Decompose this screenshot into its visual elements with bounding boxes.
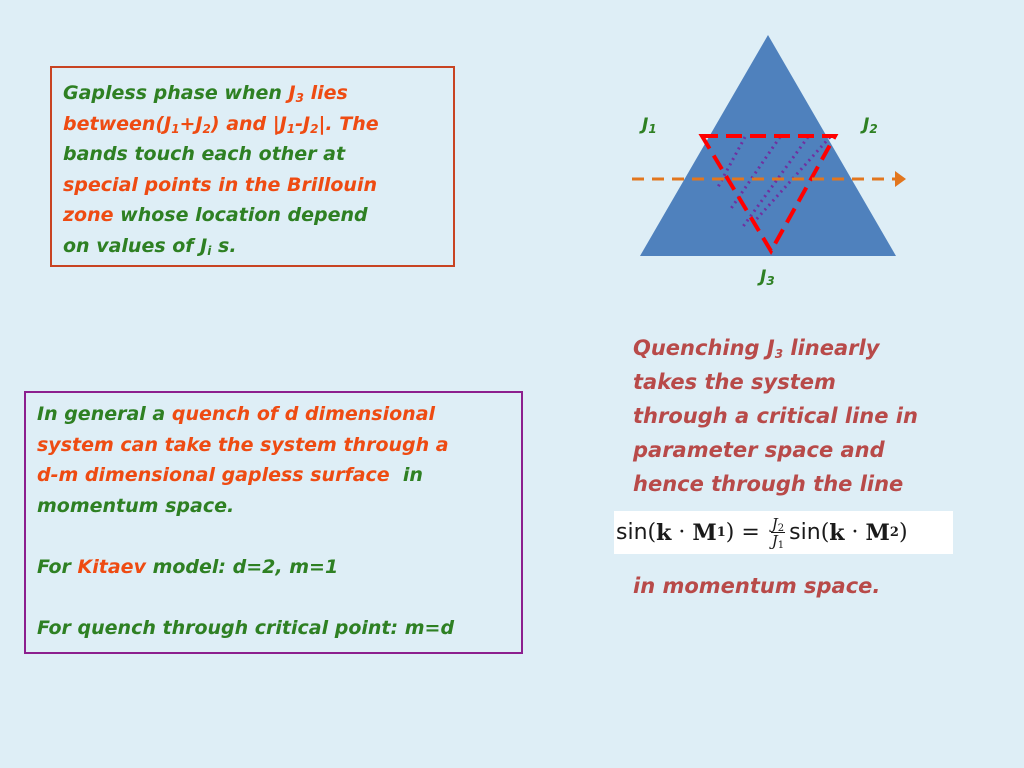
quench-line <box>633 331 918 365</box>
quench-arrow-head <box>895 171 906 187</box>
quench-segment: Quenching J <box>633 336 775 360</box>
formula-frac-num-sub: 2 <box>777 523 785 534</box>
box1-segment: lies <box>303 82 348 104</box>
formula-rhs-close: ) <box>898 520 908 545</box>
label-j3-text: J <box>760 267 767 287</box>
box2-segment: system can take the system through a <box>37 433 449 456</box>
label-j3 <box>760 267 775 287</box>
box1-segment: 2 <box>202 121 211 136</box>
label-j1-text: J <box>642 115 649 135</box>
label-j3-sub: 3 <box>766 274 775 288</box>
formula-frac-den <box>772 533 784 549</box>
box1-segment: ) and |J <box>210 112 287 135</box>
formula-lhs-sin: sin <box>616 520 648 545</box>
quench-line <box>633 467 918 501</box>
quench-segment: takes the system <box>633 370 836 394</box>
label-j1 <box>642 115 657 135</box>
box1-segment: zone <box>63 204 114 226</box>
quench-line <box>633 433 918 467</box>
formula-lhs-close: ) <box>725 520 735 545</box>
quench-line <box>633 399 918 433</box>
quench-segment: 3 <box>774 347 784 361</box>
box1-segment: 1 <box>171 121 180 136</box>
box1-segment: special points in the Brillouin <box>63 173 377 196</box>
box1-segment: -J <box>295 112 311 135</box>
formula-rhs-k: k <box>829 519 845 546</box>
box1-segment: 3 <box>295 91 304 105</box>
formula-frac-den-j: J <box>771 532 778 550</box>
box1-segment: Gapless phase when <box>63 82 289 104</box>
label-j2-text: J <box>863 115 870 135</box>
formula-lhs-dot: · <box>671 520 693 545</box>
box1-segment: whose location depend <box>113 204 368 226</box>
quench-segment: parameter space and <box>633 438 885 462</box>
formula-frac-den-sub: 1 <box>777 540 785 551</box>
label-j2 <box>863 115 878 135</box>
box1-segment: J <box>288 82 296 104</box>
formula-lhs-k: k <box>656 519 672 546</box>
box1-segment: 1 <box>286 121 296 136</box>
box1-segment: between(J <box>63 112 172 135</box>
quench-segment: linearly <box>783 336 880 360</box>
box1-segment: bands touch each other at <box>63 143 346 165</box>
box2-segment: d-m dimensional gapless surface <box>37 464 390 486</box>
critical-line-formula <box>614 511 953 554</box>
box2-segment: Kitaev <box>77 555 146 578</box>
momentum-space-text: in momentum space. <box>633 574 881 598</box>
formula-rhs-open: ( <box>820 520 830 545</box>
quench-segment: hence through the line <box>633 472 904 496</box>
formula-frac-num <box>771 516 785 533</box>
quench-segment: through a critical line in <box>633 404 918 428</box>
formula-lhs-m-sub: 1 <box>716 525 726 540</box>
box2-segment: For <box>37 555 78 578</box>
quench-line <box>633 365 918 399</box>
box2-segment: quench of d dimensional <box>171 403 436 425</box>
quench-description <box>633 331 918 501</box>
phase-triangle <box>640 35 896 256</box>
box2-segment: in <box>389 464 423 486</box>
box2-segment: For quench through critical point: m=d <box>37 616 455 639</box>
formula-frac-num-j: J <box>771 515 778 533</box>
label-j1-sub: 1 <box>648 122 657 136</box>
box1-segment: s. <box>211 234 237 257</box>
formula-lhs-m: M <box>692 519 717 546</box>
formula-rhs-m: M <box>865 519 890 546</box>
formula-rhs-sin: sin <box>789 520 821 545</box>
box1-segment: |. The <box>318 112 379 135</box>
formula-rhs-m-sub: 2 <box>889 525 899 540</box>
formula-rhs-dot: · <box>844 520 866 545</box>
formula-equals: = <box>734 520 767 545</box>
label-j2-sub: 2 <box>869 122 878 136</box>
box2-segment: momentum space. <box>37 494 235 517</box>
box2-segment: model: d=2, m=1 <box>145 555 339 578</box>
formula-fraction <box>771 516 785 549</box>
formula-lhs-open: ( <box>647 520 657 545</box>
box1-segment: i <box>207 243 212 258</box>
box1-segment: on values of J <box>63 234 208 257</box>
box1-segment: 2 <box>310 121 319 136</box>
box1-segment: +J <box>179 112 203 135</box>
box2-segment: In general a <box>37 403 172 425</box>
